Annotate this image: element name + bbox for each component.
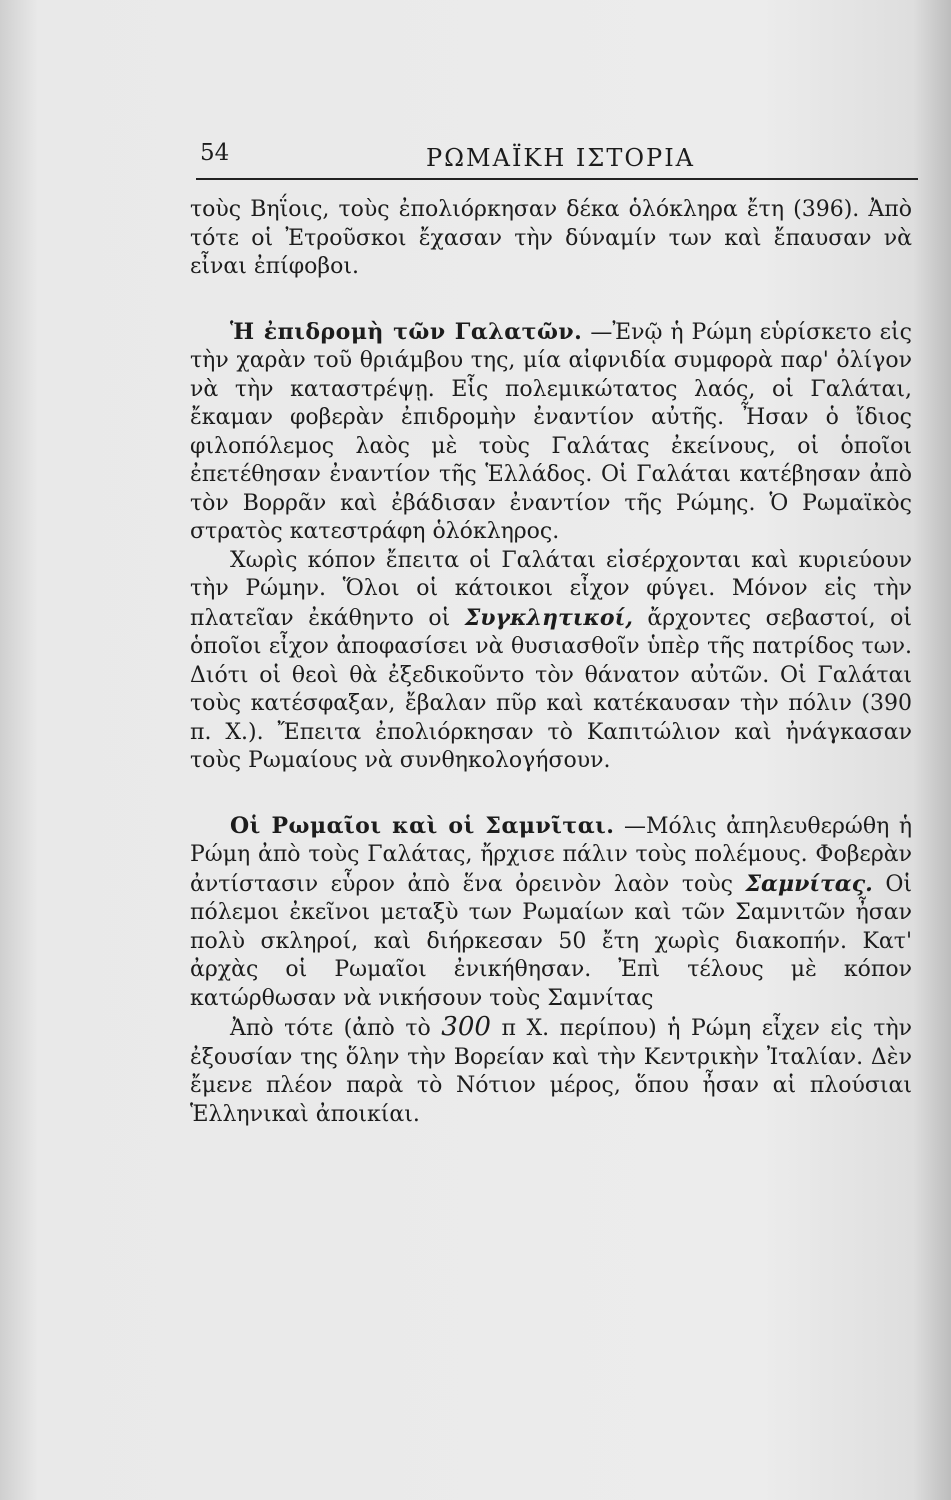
- section-heading-gauls: Ἡ ἐπιδρομὴ τῶν Γαλατῶν.: [230, 318, 583, 345]
- date-number: 300: [441, 1012, 491, 1042]
- paragraph-conclusion-text-a: Ἀπὸ τότε (ἀπὸ τὸ: [230, 1016, 442, 1041]
- paragraph-samnites-text-a: —Μόλις ἀπηλευθερώθη ἡ Ρώμη ἀπὸ τοὺς Γαλάτας, ἤρχισε πάλιν τοὺς πολέμους. Φοβερὰν ἀντίστασιν εὗρον ἀπὸ ἕνα ὀρεινὸν λαὸν τοὺς: [190, 813, 912, 897]
- running-title: ΡΩΜΑΪΚΗ ΙΣΤΟΡΙΑ: [426, 144, 696, 172]
- page-number: 54: [200, 140, 230, 166]
- paragraph-samnites: [190, 812, 912, 1014]
- paragraph-conclusion: [190, 1013, 912, 1129]
- paragraph-gauls-invasion: [190, 318, 912, 547]
- paragraph-1-text: τοὺς Βηΐοις, τοὺς ἐπολιόρκησαν δέκα ὁλόκληρα ἔτη (396). Ἀπὸ τότε οἱ Ἐτροῦσκοι ἔχασαν τὴν δύναμίν των καὶ ἔπαυσαν νὰ εἶναι ἐπίφοβοι.: [190, 197, 912, 279]
- paragraph-rome-text-a: Χωρὶς κόπον ἔπειτα οἱ Γαλάται εἰσέρχονται καὶ κυριεύουν τὴν Ρώμην. Ὅλοι οἱ κάτοικοι εἶχον φύγει. Μόνον εἰς τὴν πλατεῖαν ἐκάθηντο οἱ: [190, 547, 912, 631]
- section-heading-samnites: Οἱ Ρωμαῖοι καὶ οἱ Σαμνῖται.: [230, 812, 615, 839]
- page-header: [196, 140, 918, 180]
- samnites-term: Σαμνίτας.: [745, 870, 873, 897]
- paragraph-rome-capture: [190, 547, 912, 776]
- paragraph-gauls-text: —Ἐνῷ ἡ Ρώμη εὑρίσκετο εἰς τὴν χαρὰν τοῦ θριάμβου της, μία αἰφνιδία συμφορὰ παρ' ὀλίγον νὰ τὴν καταστρέψῃ. Εἷς πολεμικώτατος λαός, οἱ Γαλάται, ἔκαμαν φοβερὰν ἐπιδρομὴν ἐναντίον αὐτῆς. Ἦσαν ὁ ἴδιος φιλοπόλεμος λαὸς μὲ τοὺς Γαλάτας ἐκείνους, οἱ ὁποῖοι ἐπετέθησαν ἐναντίον τῆς Ἑλλάδος. Οἱ Γαλάται κατέβησαν ἀπὸ τὸν Βορρᾶν καὶ ἐβάδισαν ἐναντίον τῆς Ρώμης. Ὁ Ρωμαϊκὸς στρατὸς κατεστράφη ὁλόκληρος.: [190, 319, 912, 544]
- senators-term: Συγκλητικοί,: [464, 604, 633, 631]
- paragraph-samnites-text-b: Οἱ πόλεμοι ἐκεῖνοι μεταξὺ των Ρωμαίων καὶ τῶν Σαμνιτῶν ἦσαν πολὺ σκληροί, καὶ διήρκεσαν 50 ἔτη χωρὶς διακοπήν. Κατ' ἀρχὰς οἱ Ρωμαῖοι ἐνικήθησαν. Ἐπὶ τέλους μὲ κόπον κατώρθωσαν νὰ νικήσουν τοὺς Σαμνίτας: [190, 871, 912, 1011]
- paragraph-1: [190, 196, 912, 282]
- paragraph-rome-text-b: ἄρχοντες σεβαστοί, οἱ ὁποῖοι εἶχον ἀποφασίσει νὰ θυσιασθοῖν ὑπὲρ τῆς πατρίδος των. Διότι οἱ θεοὶ θὰ ἐξεδικοῦντο τὸν θάνατον αὐτῶν. Οἱ Γαλάται τοὺς κατέσφαξαν, ἔβαλαν πῦρ καὶ κατέκαυσαν τὴν πόλιν (390 π. Χ.). Ἔπειτα ἐπολιόρκησαν τὸ Καπιτώλιον καὶ ἠνάγκασαν τοὺς Ρωμαίους νὰ συνθηκολογήσουν.: [190, 605, 912, 773]
- paragraph-conclusion-text-b: π Χ. περίπου) ἡ Ρώμη εἶχεν εἰς τὴν ἐξουσίαν της ὅλην τὴν Βορείαν καὶ τὴν Κεντρικὴν Ἰταλίαν. Δὲν ἔμενε πλέον παρὰ τὸ Νότιον μέρος, ὅπου ἦσαν αἱ πλούσιαι Ἑλληνικαὶ ἀποικίαι.: [190, 1016, 912, 1127]
- body-text: [190, 196, 912, 1129]
